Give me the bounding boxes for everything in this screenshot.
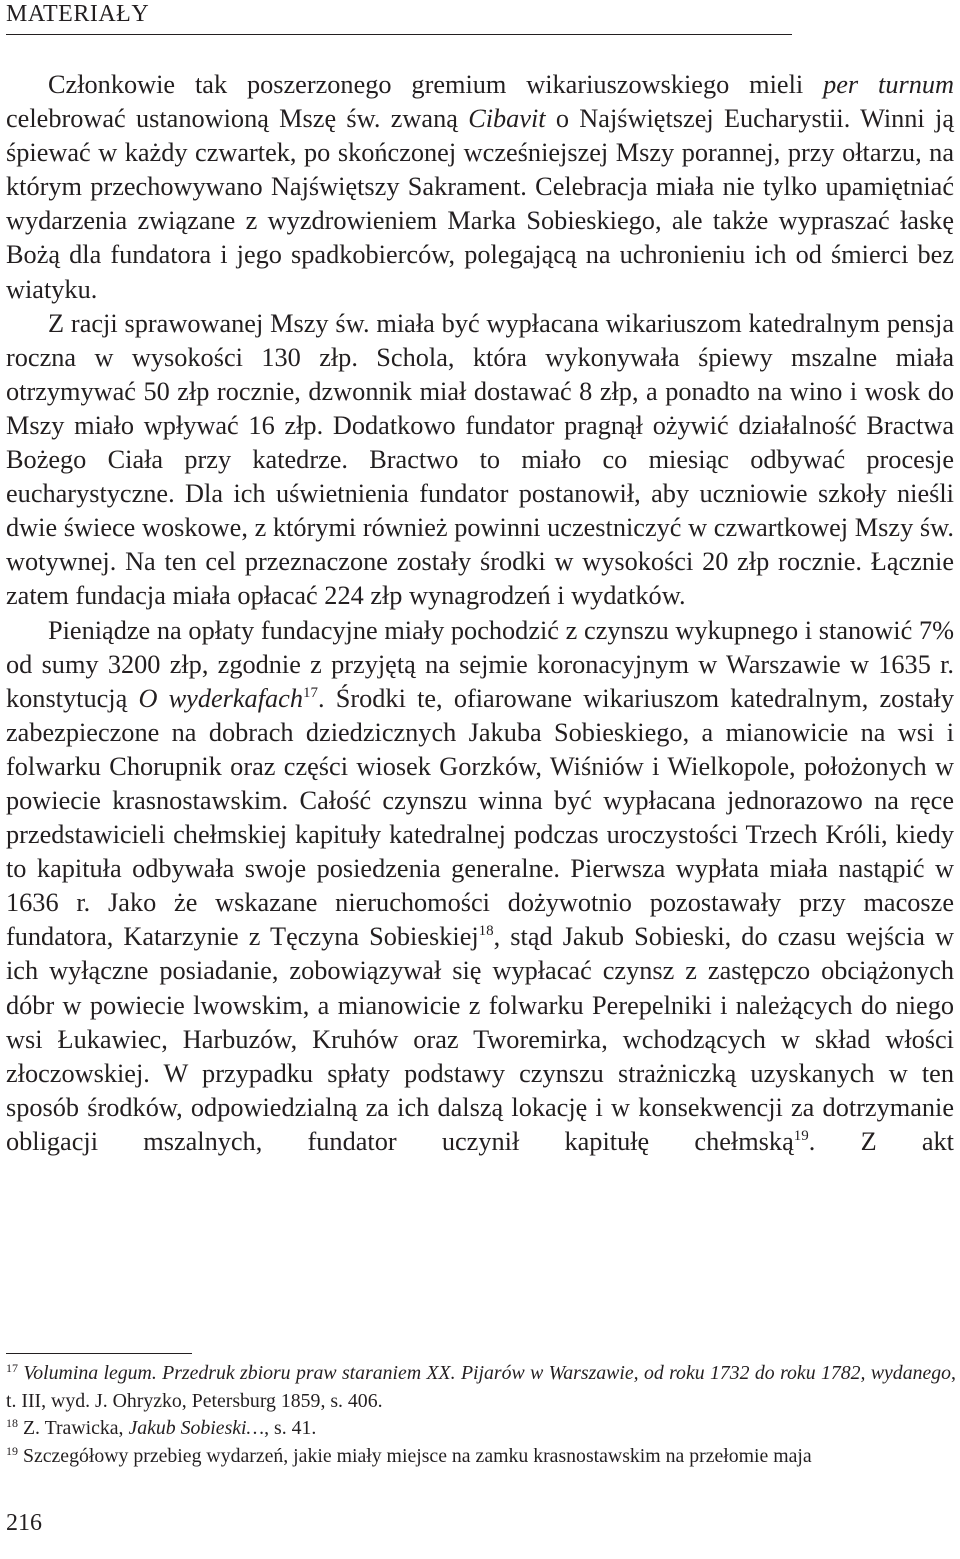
p1-text-2: celebrować ustanowioną Mszę św. zwaną bbox=[6, 104, 469, 134]
footnote-rule bbox=[6, 1353, 192, 1354]
p3-text-4: . Z akt bbox=[808, 1126, 954, 1156]
footnote-ref-18: 18 bbox=[478, 923, 494, 940]
p3-text-1: Pieniądze na opłaty fundacyjne miały pochodzić z czynszu wykupnego i stanowić 7% od sumy 3200 złp, zgodnie z przyjętą na sejmie koronacyjnym w Warszawie w 1635 r. konstytucją bbox=[6, 615, 954, 713]
footnote-18-text-1: Z. Trawicka, bbox=[22, 1417, 129, 1439]
footnote-number: 18 bbox=[6, 1416, 18, 1430]
p1-italic-per-turnum: per turnum bbox=[823, 70, 954, 99]
footnote-18-text-2: , s. 41. bbox=[264, 1417, 317, 1439]
paragraph-3 bbox=[6, 614, 954, 1160]
paragraph-2: Z racji sprawowanej Mszy św. miała być wypłacana wikariuszom katedralnym pensja roczna w wysokości 130 złp. Schola, która wykonywała śpiewy mszalne miała otrzymywać 50 złp rocznie, dzwonnik miał dostawać 8 złp, a ponadto na wino i wosk do Mszy miało wpływać 16 złp. Dodatkowo fundator pragnął ożywić działalność Bractwa Bożego Ciała przy katedrze. Bractwo to miało co miesiąc odbywać procesje eucharystyczne. Dla ich uświetnienia fundator postanowił, aby uczniowie szkoły nieśli dwie świece woskowe, z którymi również powinni uczestniczyć w czwartkowej Mszy św. wotywnej. Na ten cel przeznaczone zostały środki w wysokości 20 złp rocznie. Łącznie zatem fundacja miała opłacać 224 złp wynagrodzeń i wydatków. bbox=[6, 308, 954, 611]
footnote-number: 17 bbox=[6, 1361, 18, 1375]
p1-text-3: o Najświętszej Eucharystii. Winni ją śpiewać w każdy czwartek, po skończonej wcześniejszej Mszy porannej, przy ołtarzu, na którym przechowywano Najświętszy Sakrament. Celebracja miała nie tylko upamiętniać wydarzenia związane z wyzdrowieniem Marka Sobieskiego, ale także wypraszać łaskę Bożą dla fundatora i jego spadkobierców, polegającą na uchronieniu ich od śmierci bez wiatyku. bbox=[6, 104, 954, 304]
footnotes bbox=[6, 1360, 956, 1470]
running-header: MATERIAŁY bbox=[6, 1, 150, 27]
footnote-17-italic: Volumina legum. Przedruk zbioru praw staraniem XX. Pijarów w Warszawie, od roku 1732 do roku 1782, wydanego bbox=[23, 1362, 952, 1384]
p1-text-1: Członkowie tak poszerzonego gremium wikariuszowskiego mieli bbox=[48, 70, 824, 99]
footnote-17-text: , t. III, wyd. J. Ohryzko, Petersburg 1859, s. 406. bbox=[6, 1362, 956, 1412]
footnote-18-italic: Jakub Sobieski… bbox=[128, 1417, 265, 1439]
footnote-ref-19: 19 bbox=[793, 1127, 809, 1144]
header-rule bbox=[6, 34, 792, 35]
p3-text-3: , stąd Jakub Sobieski, do czasu wejścia w ich wyłączne posiadanie, zobowiązywał się wypłacać czynsz z zastępczo obciążonych dóbr w powiecie lwowskim, a mianowicie z folwarku Perepelniki i należących do niego wsi Łukawiec, Harbuzów, Kruhów oraz Tworemirka, wchodzących w skład włości złoczowskiej. W przypadku spłaty podstawy czynszu strażniczką uzyskanych w ten sposób środków, odpowiedzialną za ich dalszą lokację i w konsekwencji za dotrzymanie obligacji mszalnych, fundator uczynił kapitułę chełmską bbox=[6, 922, 954, 1156]
footnote-17 bbox=[6, 1360, 956, 1415]
p1-italic-cibavit: Cibavit bbox=[468, 104, 546, 134]
body-text bbox=[6, 68, 954, 1159]
footnote-number: 19 bbox=[6, 1443, 18, 1458]
footnote-ref-17: 17 bbox=[302, 684, 318, 701]
footnote-18 bbox=[6, 1415, 956, 1443]
p3-italic-title: O wyderkafach bbox=[138, 683, 303, 713]
paragraph-1 bbox=[6, 68, 954, 307]
footnote-19-text: Szczegółowy przebieg wydarzeń, jakie miały miejsce na zamku krasnostawskim na przełomie maja bbox=[22, 1444, 812, 1467]
p3-text-2: . Środki te, ofiarowane wikariuszom katedralnym, zostały zabezpieczone na dobrach dziedzicznych Jakuba Sobieskiego, a mianowicie na wsi i folwarku Chorupnik oraz części wiosek Gorzków, Wiśniów i Wielkopole, położonych w powiecie krasnostawskim. Całość czynszu winna być wypłacana jednorazowo na ręce przedstawicieli chełmskiej kapituły katedralnej podczas uroczystości Trzech Króli, kiedy to kapituła odbywała swoje posiedzenia generalne. Pierwsza wypłata miała nastąpić w 1636 r. Jako że wskazane nieruchomości dożywotnio pozostawały przy macosze fundatora, Katarzynie z Tęczyna Sobieskiej bbox=[6, 683, 954, 952]
page-number: 216 bbox=[6, 1510, 42, 1536]
footnote-19 bbox=[6, 1443, 956, 1471]
